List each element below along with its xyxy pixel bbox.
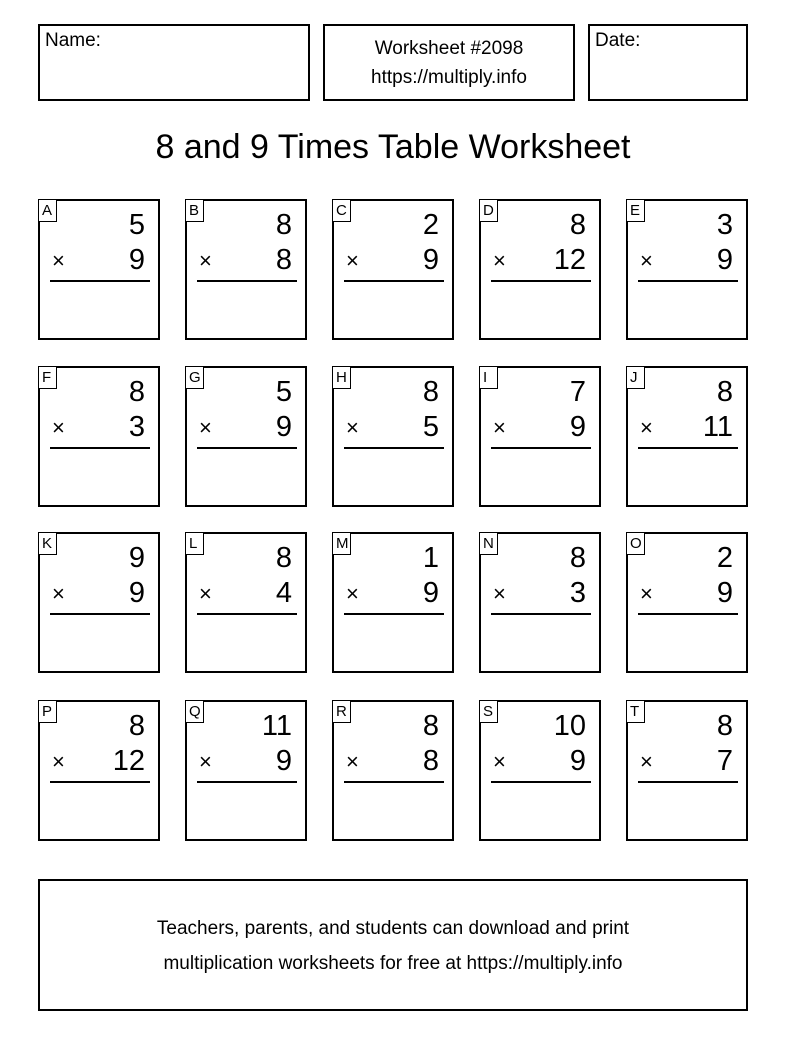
multiplicand: 8 <box>275 209 292 241</box>
times-sign: × <box>493 415 506 440</box>
multiplier: 5 <box>422 411 439 443</box>
problem-label: A <box>38 199 57 222</box>
problem-card <box>38 199 160 340</box>
problem-card <box>38 700 160 841</box>
problem-label: M <box>332 532 351 555</box>
problem-label: D <box>479 199 498 222</box>
problem-label: C <box>332 199 351 222</box>
problem-card <box>185 700 307 841</box>
times-sign: × <box>199 749 212 774</box>
multiplicand: 8 <box>128 710 145 742</box>
answer-rule <box>50 447 150 449</box>
problem-card <box>626 199 748 340</box>
date-label: Date: <box>595 30 641 51</box>
answer-rule <box>50 613 150 615</box>
multiplicand: 2 <box>716 542 733 574</box>
problem-label: F <box>38 366 57 389</box>
answer-rule <box>344 613 444 615</box>
multiplicand: 9 <box>128 542 145 574</box>
answer-rule <box>344 447 444 449</box>
multiplicand: 5 <box>275 376 292 408</box>
times-sign: × <box>493 749 506 774</box>
answer-rule <box>491 781 591 783</box>
problem-label: P <box>38 700 57 723</box>
times-sign: × <box>346 581 359 606</box>
problem-label: R <box>332 700 351 723</box>
times-sign: × <box>346 248 359 273</box>
multiplier: 12 <box>112 745 145 777</box>
multiplier: 9 <box>128 577 145 609</box>
problem-label: E <box>626 199 645 222</box>
times-sign: × <box>640 581 653 606</box>
problem-label: H <box>332 366 351 389</box>
problem-card <box>626 532 748 673</box>
problem-card <box>626 366 748 507</box>
problem-card <box>479 700 601 841</box>
times-sign: × <box>493 248 506 273</box>
multiplier: 9 <box>716 244 733 276</box>
problem-label: L <box>185 532 204 555</box>
multiplier: 9 <box>569 411 586 443</box>
name-label: Name: <box>45 30 101 51</box>
problem-label: Q <box>185 700 204 723</box>
multiplicand: 3 <box>716 209 733 241</box>
times-sign: × <box>346 749 359 774</box>
multiplier: 3 <box>128 411 145 443</box>
multiplier: 9 <box>569 745 586 777</box>
footer-line-1: Teachers, parents, and students can download and print <box>156 918 630 939</box>
multiplier: 8 <box>275 244 292 276</box>
multiplicand: 5 <box>128 209 145 241</box>
multiplicand: 8 <box>422 376 439 408</box>
multiplier: 12 <box>553 244 586 276</box>
answer-rule <box>638 280 738 282</box>
multiplicand: 7 <box>569 376 586 408</box>
times-sign: × <box>52 749 65 774</box>
problem-label: K <box>38 532 57 555</box>
worksheet-url: https://multiply.info <box>371 67 527 88</box>
times-sign: × <box>640 749 653 774</box>
times-sign: × <box>199 581 212 606</box>
multiplicand: 8 <box>128 376 145 408</box>
answer-rule <box>50 280 150 282</box>
multiplicand: 8 <box>569 209 586 241</box>
answer-rule <box>197 613 297 615</box>
multiplicand: 8 <box>275 542 292 574</box>
multiplicand: 8 <box>716 376 733 408</box>
multiplicand: 10 <box>553 710 586 742</box>
multiplier: 11 <box>702 411 733 443</box>
multiplicand: 8 <box>422 710 439 742</box>
answer-rule <box>491 613 591 615</box>
times-sign: × <box>346 415 359 440</box>
answer-rule <box>344 280 444 282</box>
multiplier: 9 <box>716 577 733 609</box>
problem-card <box>479 532 601 673</box>
footer-notice <box>38 879 748 1011</box>
answer-rule <box>638 447 738 449</box>
problem-card <box>332 532 454 673</box>
multiplicand: 1 <box>422 542 439 574</box>
problem-card <box>38 366 160 507</box>
multiplier: 9 <box>275 745 292 777</box>
problem-card <box>332 366 454 507</box>
answer-rule <box>197 280 297 282</box>
problem-card <box>479 366 601 507</box>
multiplier: 8 <box>422 745 439 777</box>
footer-line-2: multiplication worksheets for free at https://multiply.info <box>163 953 623 974</box>
times-sign: × <box>52 415 65 440</box>
multiplicand: 8 <box>716 710 733 742</box>
problem-card <box>185 532 307 673</box>
problem-card <box>332 199 454 340</box>
answer-rule <box>344 781 444 783</box>
answer-rule <box>638 613 738 615</box>
multiplicand: 2 <box>422 209 439 241</box>
multiplier: 4 <box>275 577 292 609</box>
times-sign: × <box>640 248 653 273</box>
answer-rule <box>491 447 591 449</box>
multiplier: 7 <box>716 745 733 777</box>
problem-card <box>185 366 307 507</box>
times-sign: × <box>640 415 653 440</box>
worksheet-number: Worksheet #2098 <box>374 38 524 59</box>
answer-rule <box>197 781 297 783</box>
problem-label: I <box>479 366 498 389</box>
multiplicand: 8 <box>569 542 586 574</box>
problem-label: G <box>185 366 204 389</box>
multiplier: 3 <box>569 577 586 609</box>
problem-label: N <box>479 532 498 555</box>
answer-rule <box>638 781 738 783</box>
page-title: 8 and 9 Times Table Worksheet <box>155 128 631 166</box>
problem-label: J <box>626 366 645 389</box>
multiplier: 9 <box>422 244 439 276</box>
problem-card <box>479 199 601 340</box>
times-sign: × <box>52 581 65 606</box>
times-sign: × <box>52 248 65 273</box>
multiplier: 9 <box>422 577 439 609</box>
problem-card <box>332 700 454 841</box>
problem-card <box>185 199 307 340</box>
problem-label: O <box>626 532 645 555</box>
problem-card <box>626 700 748 841</box>
answer-rule <box>50 781 150 783</box>
multiplier: 9 <box>275 411 292 443</box>
multiplier: 9 <box>128 244 145 276</box>
times-sign: × <box>493 581 506 606</box>
times-sign: × <box>199 248 212 273</box>
answer-rule <box>491 280 591 282</box>
times-sign: × <box>199 415 212 440</box>
problem-card <box>38 532 160 673</box>
problem-label: B <box>185 199 204 222</box>
multiplicand: 11 <box>261 710 292 742</box>
problem-label: T <box>626 700 645 723</box>
answer-rule <box>197 447 297 449</box>
problem-label: S <box>479 700 498 723</box>
